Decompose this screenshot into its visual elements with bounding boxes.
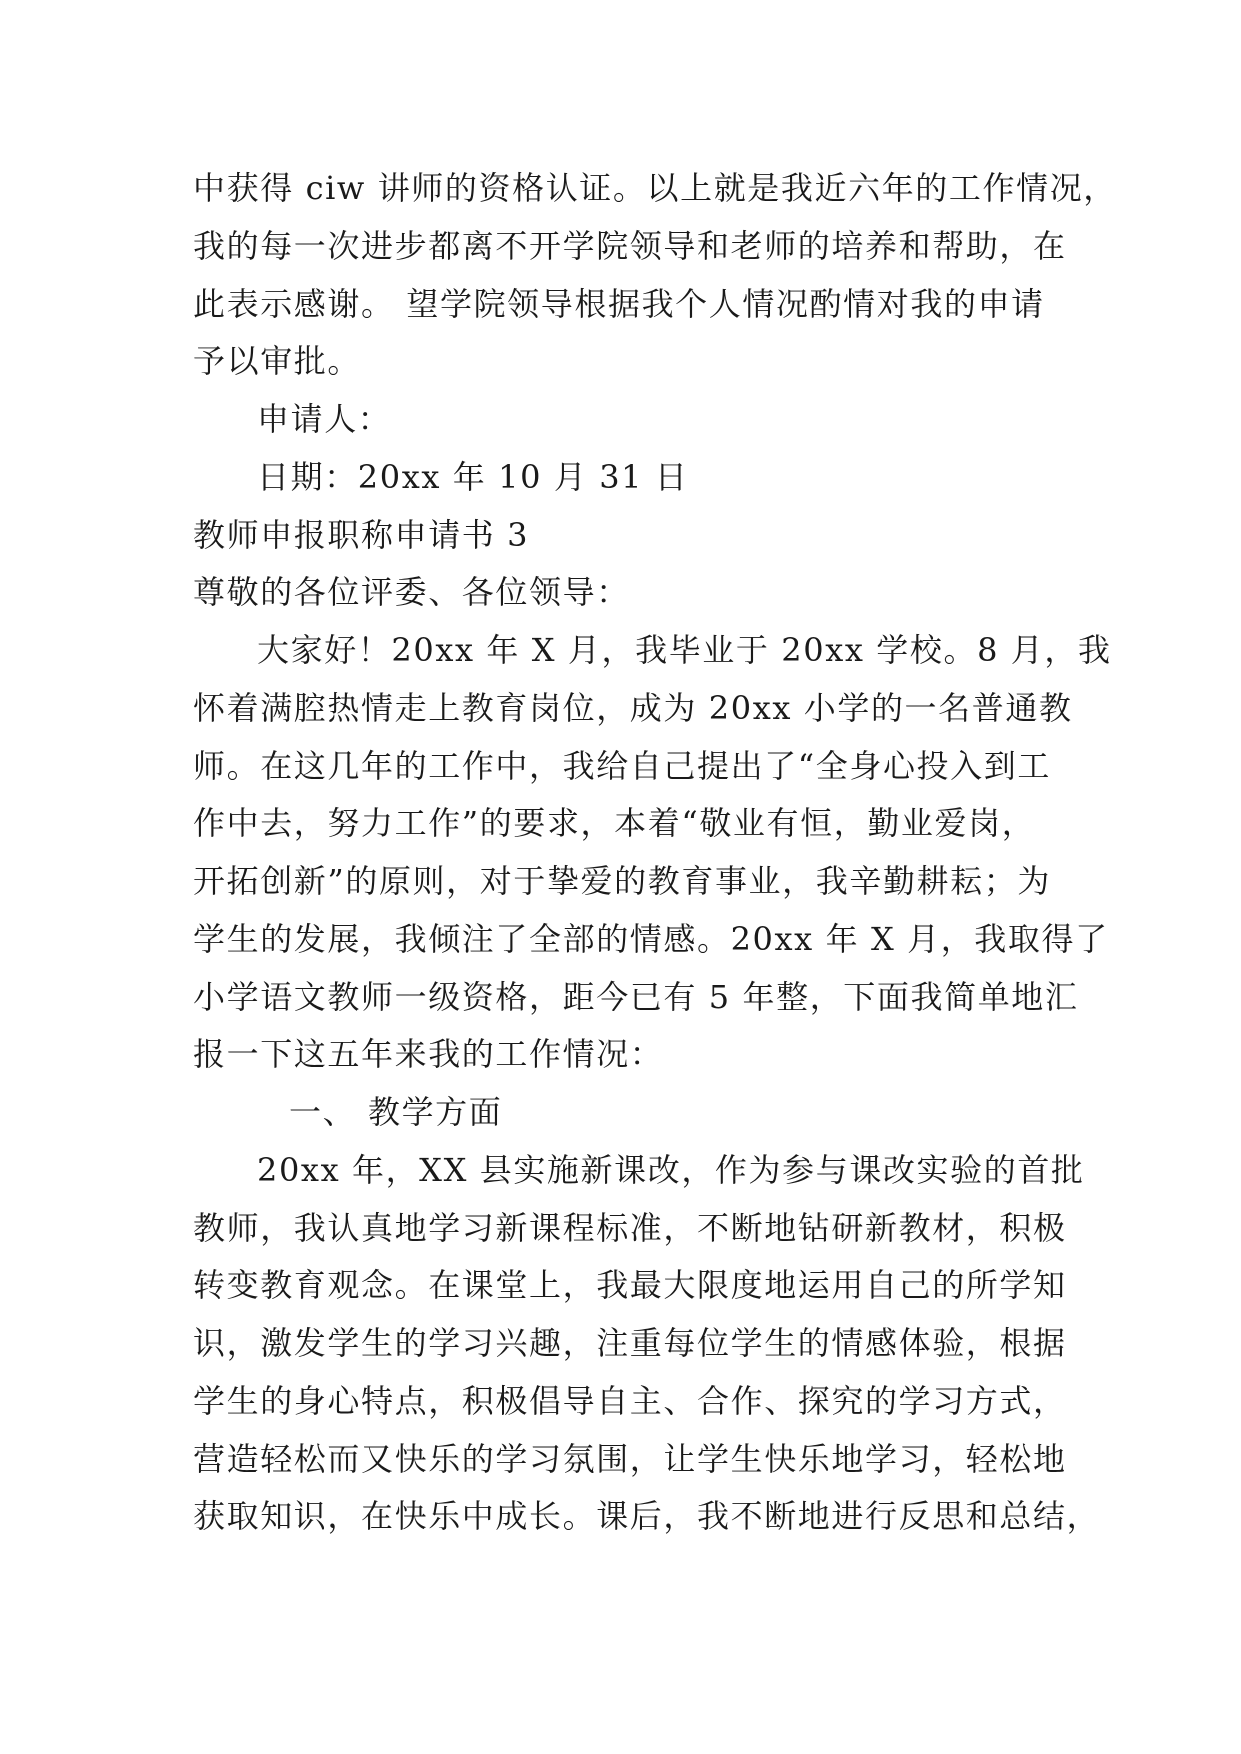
body-text-line: 学生的身心特点，积极倡导自主、合作、探究的学习方式， <box>193 1382 1067 1420</box>
body-text-line: 我的每一次进步都离不开学院领导和老师的培养和帮助，在 <box>193 227 1067 265</box>
body-text-line: 怀着满腔热情走上教育岗位，成为 20xx 小学的一名普通教 <box>193 689 1073 727</box>
date-line: 日期：20xx 年 10 月 31 日 <box>257 458 689 496</box>
body-text-line: 小学语文教师一级资格，距今已有 5 年整，下面我简单地汇 <box>193 978 1079 1016</box>
body-text-line: 作中去，努力工作”的要求，本着“敬业有恒，勤业爱岗， <box>193 804 1036 842</box>
body-text-line: 20xx 年，XX 县实施新课改，作为参与课改实验的首批 <box>257 1151 1085 1189</box>
body-text-line: 师。在这几年的工作中，我给自己提出了“全身心投入到工 <box>193 747 1051 785</box>
body-text-line: 识，激发学生的学习兴趣，注重每位学生的情感体验，根据 <box>193 1324 1067 1362</box>
subsection-heading: 一、 教学方面 <box>289 1093 503 1131</box>
body-text-line: 开拓创新”的原则，对于挚爱的教育事业，我辛勤耕耘；为 <box>193 862 1051 900</box>
body-text-line: 获取知识，在快乐中成长。课后，我不断地进行反思和总结， <box>193 1497 1101 1535</box>
body-text-line: 大家好！20xx 年 X 月，我毕业于 20xx 学校。8 月，我 <box>257 631 1112 669</box>
body-text-line: 此表示感谢。 望学院领导根据我个人情况酌情对我的申请 <box>193 285 1045 323</box>
body-text-line: 营造轻松而又快乐的学习氛围，让学生快乐地学习，轻松地 <box>193 1440 1067 1478</box>
body-text-line: 予以审批。 <box>193 342 362 380</box>
section-title: 教师申报职称申请书 3 <box>193 516 530 554</box>
body-text-line: 转变教育观念。在课堂上，我最大限度地运用自己的所学知 <box>193 1266 1067 1304</box>
body-text-line: 教师，我认真地学习新课程标准，不断地钻研新教材，积极 <box>193 1209 1067 1247</box>
body-text-line: 中获得 ciw 讲师的资格认证。以上就是我近六年的工作情况， <box>193 169 1117 207</box>
applicant-label: 申请人： <box>257 400 392 438</box>
body-text-line: 学生的发展，我倾注了全部的情感。20xx 年 X 月，我取得了 <box>193 920 1109 958</box>
body-text-line: 报一下这五年来我的工作情况： <box>193 1035 664 1073</box>
salutation: 尊敬的各位评委、各位领导： <box>193 573 630 611</box>
